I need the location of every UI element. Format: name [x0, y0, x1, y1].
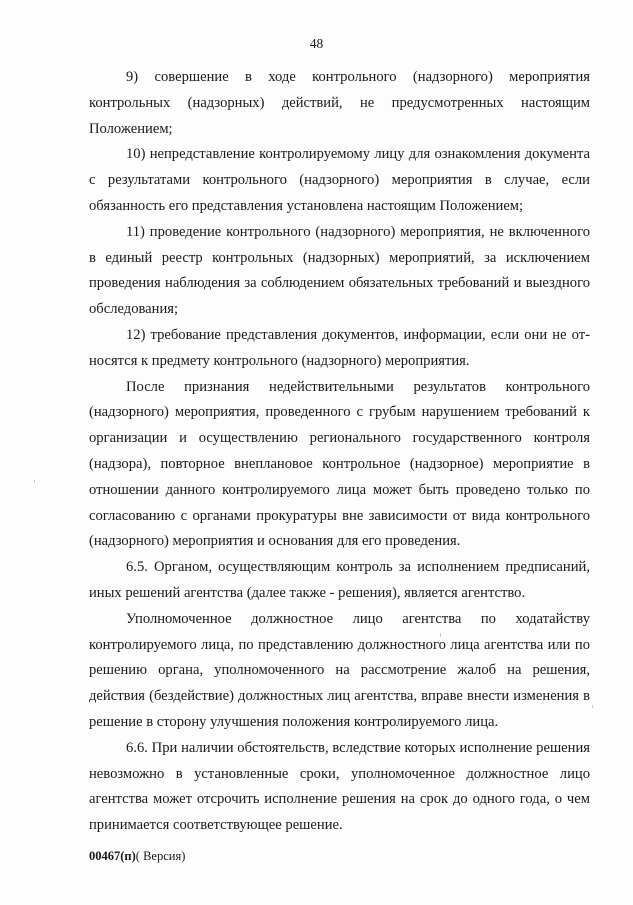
- document-version: ( Версия): [135, 849, 186, 863]
- paragraph-item-11: 11) проведение контрольного (надзорного) мероприятия, не включенного в единый реестр контрольных (надзорных) мероприятий, за исключением проведения наблюдения за соблюдением обязательных требований и выездного обследования;: [89, 223, 590, 318]
- document-code: 00467(п): [89, 849, 136, 863]
- scan-artifact-dot: [440, 633, 441, 637]
- page-number: 48: [309, 36, 324, 51]
- paragraph-item-9: 9) совершение в ходе контрольного (надзорного) мероприятия контрольных (надзорных) действий, не предусмотренных настоящим Положением;: [89, 69, 590, 137]
- paragraph-repeat-inspection: После признания недействительными результатов контрольного (надзорного) мероприятия, проведенного с грубым нарушением требований к организации и осуществлению регионального государственного контроля (надзора), повторное внеплановое контрольное (надзорное) мероприятие в отношении данного контролируемого лица может быть проведено только по согласованию с органами прокуратуры вне зависимости от вида контрольного (надзорного) мероприятия и основания для его проведения.: [89, 378, 590, 550]
- scan-artifact-dot: [34, 480, 35, 483]
- document-body: [89, 65, 590, 839]
- paragraph-item-12: 12) требование представления документов, информации, если они не относятся к предмету контрольного (надзорного) мероприятия.: [89, 326, 590, 369]
- paragraph-6-6: 6.6. При наличии обстоятельств, вследствие которых исполнение решения невозможно в установленные сроки, уполномоченное должностное лицо агентства может отсрочить исполнение решения на срок до одного года, о чем принимается соответствующее решение.: [89, 739, 590, 834]
- paragraph-authorized-official: Уполномоченное должностное лицо агентства по ходатайству контролируемого лица, по представлению должностного лица агентства или по решению органа, уполномоченного на рассмотрение жалоб на решения, действия (бездействие) должностных лиц агентства, вправе внести изменения в решение в сторону улучшения положения контролируемого лица.: [89, 610, 590, 730]
- paragraph-6-5: 6.5. Органом, осуществляющим контроль за исполнением предписаний, иных решений агентства (далее также - решения), является агентство.: [89, 559, 590, 601]
- document-footer: [89, 849, 185, 864]
- paragraph-item-10: 10) непредставление контролируемому лицу для ознакомления документа с результатами контрольного (надзорного) мероприятия в случае, если обязанность его представления установлена настоящим Положением;: [89, 146, 590, 214]
- scan-artifact-dot: [592, 705, 593, 708]
